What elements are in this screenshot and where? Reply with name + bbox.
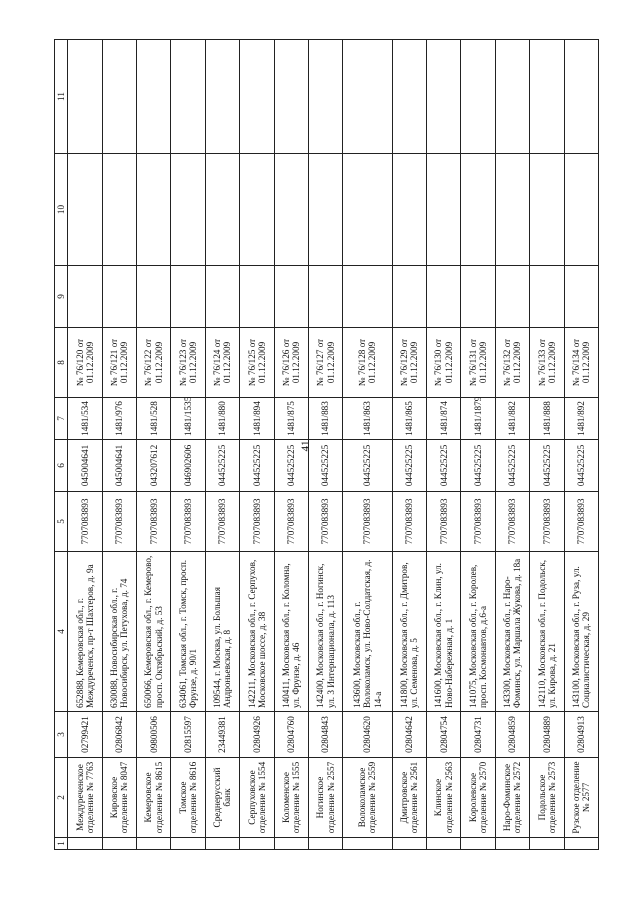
- table-cell: 02804754: [427, 712, 461, 758]
- table-cell: № 76/132 от 01.12.2009: [495, 328, 529, 398]
- table-cell: 1481/1535: [171, 398, 205, 440]
- column-header-3: 3: [55, 712, 68, 758]
- table-cell: № 76/134 от 01.12.2009: [564, 328, 598, 398]
- table-cell: [240, 40, 274, 154]
- table-cell: 141800, Московская обл., г. Дмитров, ул. Семенова, д. 5: [392, 552, 426, 712]
- table-cell: 652888, Кемеровская обл., г. Междуреченск, пр-т Шахтеров, д. 9а: [68, 552, 102, 712]
- table-cell: Томское отделение № 8616: [171, 758, 205, 838]
- table-row: [461, 40, 495, 850]
- table-cell: 02804731: [461, 712, 495, 758]
- table-cell: [171, 154, 205, 266]
- table-cell: [530, 40, 564, 154]
- table-cell: 02804843: [308, 712, 342, 758]
- table-cell: № 76/123 от 01.12.2009: [171, 328, 205, 398]
- table-cell: 1481/874: [427, 398, 461, 440]
- table-cell: [308, 838, 342, 850]
- table-cell: 044525225: [461, 440, 495, 492]
- table-cell: 1481/1879: [461, 398, 495, 440]
- table-cell: 02804642: [392, 712, 426, 758]
- column-header-4: 4: [55, 552, 68, 712]
- table-cell: 1481/528: [137, 398, 171, 440]
- table-cell: 143300, Московская обл., г. Наро-Фоминск, ул. Маршала Жукова, д. 18а: [495, 552, 529, 712]
- data-table: [54, 39, 599, 850]
- table-cell: 1481/976: [102, 398, 136, 440]
- table-cell: 7707083893: [68, 492, 102, 552]
- table-cell: 140411, Московская обл., г. Коломна, ул. Фрунзе, д. 46: [274, 552, 308, 712]
- column-header-1: 1: [55, 838, 68, 850]
- table-body: [68, 40, 599, 850]
- table-cell: [427, 40, 461, 154]
- table-cell: Королевское отделение № 2570: [461, 758, 495, 838]
- table-cell: [530, 266, 564, 328]
- table-cell: [530, 838, 564, 850]
- table-cell: [392, 266, 426, 328]
- table-cell: 142400, Московская обл., г. Ногинск, ул. 3 Интернационала, д. 113: [308, 552, 342, 712]
- table-row: [427, 40, 461, 850]
- table-cell: [68, 154, 102, 266]
- table-cell: [495, 154, 529, 266]
- table-row: [308, 40, 342, 850]
- table-cell: [68, 40, 102, 154]
- table-cell: 044525225: [392, 440, 426, 492]
- table-cell: 1481/863: [343, 398, 392, 440]
- table-cell: № 76/120 от 01.12.2009: [68, 328, 102, 398]
- table-cell: 02804889: [530, 712, 564, 758]
- table-cell: [137, 838, 171, 850]
- table-cell: 02804859: [495, 712, 529, 758]
- table-cell: Подольское отделение № 2573: [530, 758, 564, 838]
- table-cell: [308, 266, 342, 328]
- table-cell: [240, 838, 274, 850]
- table-row: [530, 40, 564, 850]
- table-cell: [274, 40, 308, 154]
- table-cell: 02806842: [102, 712, 136, 758]
- table-cell: Серпуховское отделение № 1554: [240, 758, 274, 838]
- table-cell: [308, 154, 342, 266]
- table-cell: 044525225: [495, 440, 529, 492]
- table-cell: [205, 838, 239, 850]
- table-cell: 141075, Московская обл., г. Королев, просп. Космонавтов, д.6-а: [461, 552, 495, 712]
- column-header-10: 10: [55, 154, 68, 266]
- page-number: 41: [299, 440, 312, 452]
- table-cell: 1481/534: [68, 398, 102, 440]
- table-cell: 143100, Московская обл., г. Руза, ул. Социалистическая, д. 29: [564, 552, 598, 712]
- table-cell: [274, 266, 308, 328]
- table-cell: Наро-Фоминское отделение № 2572: [495, 758, 529, 838]
- table-cell: [495, 838, 529, 850]
- table-cell: 650066, Кемеровская обл., г. Кемерово, просп. Октябрьский, д. 53: [137, 552, 171, 712]
- table-cell: [461, 154, 495, 266]
- table-cell: № 76/125 от 01.12.2009: [240, 328, 274, 398]
- table-cell: 044525225: [308, 440, 342, 492]
- table-cell: 1481/875: [274, 398, 308, 440]
- table-cell: 7707083893: [308, 492, 342, 552]
- table-cell: [102, 40, 136, 154]
- table-cell: Волоколамское отделение № 2559: [343, 758, 392, 838]
- column-header-2: 2: [55, 758, 68, 838]
- column-header-8: 8: [55, 328, 68, 398]
- table-cell: [137, 154, 171, 266]
- table-cell: 02804620: [343, 712, 392, 758]
- table-cell: 7707083893: [171, 492, 205, 552]
- table-cell: 7707083893: [461, 492, 495, 552]
- table-cell: 044525225: [427, 440, 461, 492]
- table-cell: [427, 154, 461, 266]
- table-cell: [392, 154, 426, 266]
- table-cell: № 76/131 от 01.12.2009: [461, 328, 495, 398]
- table-cell: 044525225: [274, 440, 308, 492]
- table-cell: № 76/133 от 01.12.2009: [530, 328, 564, 398]
- table-cell: Междуреченское отделение № 7763: [68, 758, 102, 838]
- column-header-9: 9: [55, 266, 68, 328]
- table-cell: [564, 154, 598, 266]
- table-cell: 1481/888: [530, 398, 564, 440]
- table-cell: [205, 40, 239, 154]
- table-cell: [205, 154, 239, 266]
- table-cell: 142110, Московская обл., г. Подольск, ул. Кирова, д. 21: [530, 552, 564, 712]
- table-cell: 044525225: [343, 440, 392, 492]
- table-cell: [205, 266, 239, 328]
- table-row: [68, 40, 102, 850]
- table-row: [495, 40, 529, 850]
- table-cell: 02799421: [68, 712, 102, 758]
- table-cell: [171, 40, 205, 154]
- table-row: [171, 40, 205, 850]
- table-cell: № 76/130 от 01.12.2009: [427, 328, 461, 398]
- table-cell: № 76/128 от 01.12.2009: [343, 328, 392, 398]
- table-cell: [102, 838, 136, 850]
- table-cell: 143600, Московская обл., г. Волоколамск, ул. Ново-Солдатская, д. 14-а: [343, 552, 392, 712]
- table-cell: [461, 838, 495, 850]
- table-cell: [308, 40, 342, 154]
- table-cell: 7707083893: [205, 492, 239, 552]
- table-cell: 1481/882: [495, 398, 529, 440]
- table-cell: [343, 40, 392, 154]
- table-row: [137, 40, 171, 850]
- table-cell: Ногинское отделение № 2557: [308, 758, 342, 838]
- table-cell: [461, 266, 495, 328]
- table-cell: 630088, Новосибирская обл., г. Новосибирск, ул. Петухова, д. 74: [102, 552, 136, 712]
- table-cell: 7707083893: [343, 492, 392, 552]
- table-cell: [102, 266, 136, 328]
- table-cell: Среднерусский банк: [205, 758, 239, 838]
- table-cell: [343, 154, 392, 266]
- column-header-7: 7: [55, 398, 68, 440]
- table-cell: [240, 154, 274, 266]
- table-cell: [461, 40, 495, 154]
- table-row: [240, 40, 274, 850]
- table-cell: [495, 266, 529, 328]
- table-cell: № 76/121 от 01.12.2009: [102, 328, 136, 398]
- table-cell: 142211, Московская обл., г. Серпухов, Московское шоссе, д. 38: [240, 552, 274, 712]
- table-cell: 045004641: [68, 440, 102, 492]
- table-cell: 1481/894: [240, 398, 274, 440]
- table-cell: [564, 40, 598, 154]
- table-cell: 7707083893: [427, 492, 461, 552]
- rotated-table-container: [54, 40, 599, 850]
- column-header-5: 5: [55, 492, 68, 552]
- table-cell: [171, 838, 205, 850]
- table-cell: 7707083893: [102, 492, 136, 552]
- table-cell: 046902606: [171, 440, 205, 492]
- table-cell: 7707083893: [274, 492, 308, 552]
- table-cell: [343, 266, 392, 328]
- table-cell: № 76/122 от 01.12.2009: [137, 328, 171, 398]
- table-cell: [68, 838, 102, 850]
- table-cell: [530, 154, 564, 266]
- table-cell: 7707083893: [495, 492, 529, 552]
- table-row: [205, 40, 239, 850]
- table-cell: [343, 838, 392, 850]
- table-cell: Рузское отделение № 2577: [564, 758, 598, 838]
- table-cell: 7707083893: [564, 492, 598, 552]
- table-cell: [495, 40, 529, 154]
- table-cell: 02804913: [564, 712, 598, 758]
- table-cell: Коломенское отделение № 1555: [274, 758, 308, 838]
- column-header-6: 6: [55, 440, 68, 492]
- table-cell: 1481/883: [308, 398, 342, 440]
- table-cell: 02815597: [171, 712, 205, 758]
- table-cell: № 76/124 от 01.12.2009: [205, 328, 239, 398]
- table-cell: № 76/127 от 01.12.2009: [308, 328, 342, 398]
- table-cell: [274, 838, 308, 850]
- header-row: [55, 40, 68, 850]
- table-cell: 23449381: [205, 712, 239, 758]
- table-cell: 7707083893: [392, 492, 426, 552]
- table-cell: [392, 838, 426, 850]
- table-cell: 1481/892: [564, 398, 598, 440]
- table-cell: 09800506: [137, 712, 171, 758]
- table-cell: 141600, Московская обл., г. Клин, ул. Ново-Набережная, д. 1: [427, 552, 461, 712]
- table-row: [392, 40, 426, 850]
- table-cell: 044525225: [205, 440, 239, 492]
- table-cell: № 76/129 от 01.12.2009: [392, 328, 426, 398]
- table-cell: Кемеровское отделение № 8615: [137, 758, 171, 838]
- table-cell: [427, 266, 461, 328]
- table-cell: Клинское отделение № 2563: [427, 758, 461, 838]
- table-cell: 043207612: [137, 440, 171, 492]
- table-cell: [240, 266, 274, 328]
- table-cell: 02804926: [240, 712, 274, 758]
- table-cell: 7707083893: [137, 492, 171, 552]
- table-cell: [171, 266, 205, 328]
- table-cell: [427, 838, 461, 850]
- table-row: [343, 40, 392, 850]
- table-cell: 634061, Томская обл., г. Томск, просп. Фрунзе, д. 90/1: [171, 552, 205, 712]
- table-row: [564, 40, 598, 850]
- table-row: [274, 40, 308, 850]
- table-cell: 1481/865: [392, 398, 426, 440]
- table-row: [102, 40, 136, 850]
- table-cell: 109544, г. Москва, ул. Большая Андроньевская, д. 8: [205, 552, 239, 712]
- table-cell: Кировское отделение № 8047: [102, 758, 136, 838]
- table-cell: № 76/126 от 01.12.2009: [274, 328, 308, 398]
- table-cell: [564, 838, 598, 850]
- table-cell: [564, 266, 598, 328]
- table-cell: 044525225: [240, 440, 274, 492]
- table-cell: 7707083893: [530, 492, 564, 552]
- table-cell: [274, 154, 308, 266]
- table-cell: [102, 154, 136, 266]
- table-cell: [392, 40, 426, 154]
- table-cell: 1481/880: [205, 398, 239, 440]
- table-cell: 7707083893: [240, 492, 274, 552]
- table-cell: Дмитровское отделение № 2561: [392, 758, 426, 838]
- table-cell: 044525225: [530, 440, 564, 492]
- table-cell: [137, 40, 171, 154]
- table-cell: 044525225: [564, 440, 598, 492]
- column-header-11: 11: [55, 40, 68, 154]
- table-cell: 02804760: [274, 712, 308, 758]
- table-cell: 045004641: [102, 440, 136, 492]
- table-cell: [137, 266, 171, 328]
- table-cell: [68, 266, 102, 328]
